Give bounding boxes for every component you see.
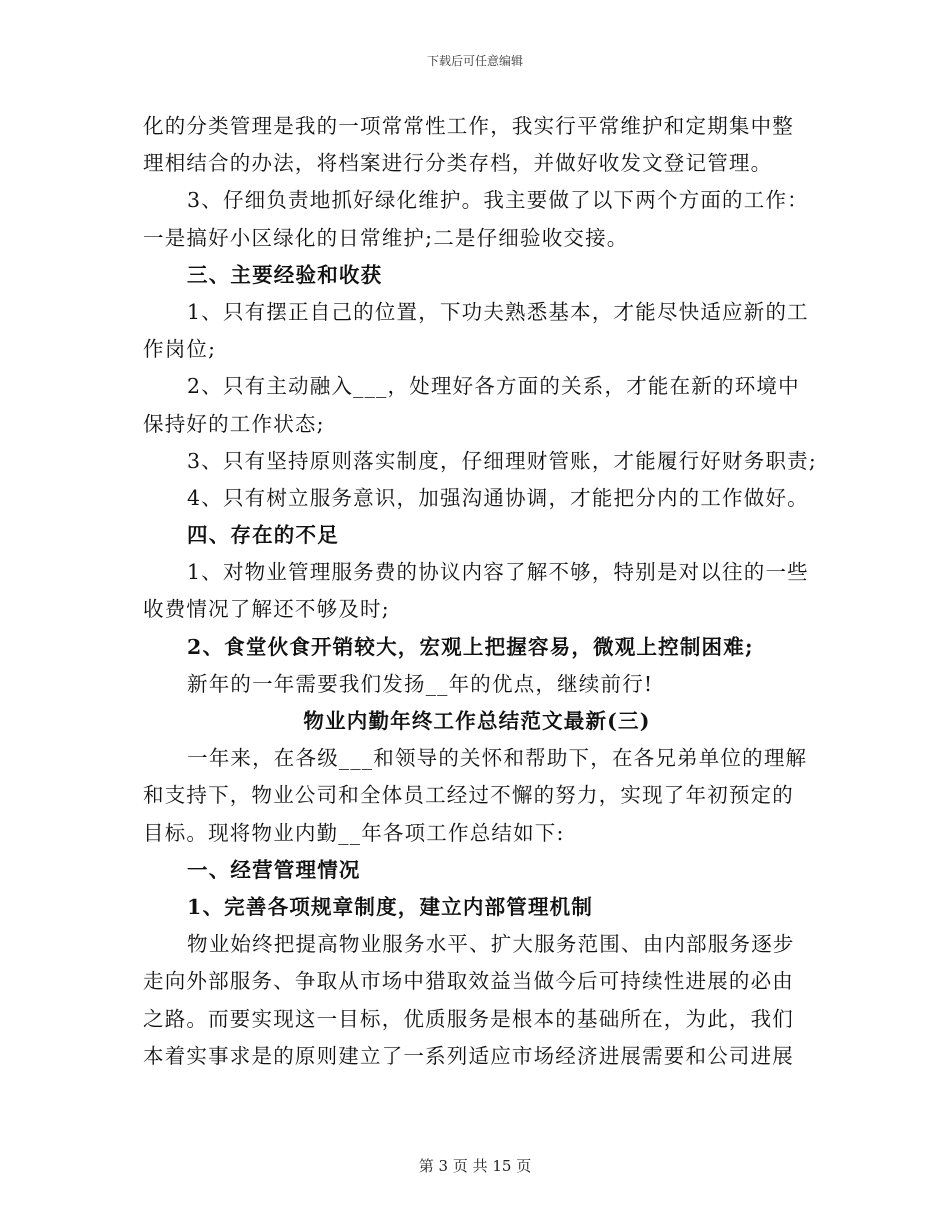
document-body — [143, 108, 817, 1075]
subsection-heading: 1、完善各项规章制度，建立内部管理机制 — [187, 894, 594, 919]
text-line: 之路。而要实现这一目标，优质服务是根本的基础所在，为此，我们 — [143, 1006, 794, 1031]
text-line: 4、只有树立服务意识，加强沟通协调，才能把分内的工作做好。 — [187, 485, 809, 510]
page-header: 下载后可任意编辑 — [426, 54, 523, 68]
text-line: 和支持下，物业公司和全体员工经过不懈的努力，实现了年初预定的 — [143, 783, 794, 808]
text-line: 保持好的工作状态; — [143, 411, 325, 436]
page-number: 第 3 页 共 15 页 — [418, 1157, 532, 1175]
bold-text-line: 2、食堂伙食开销较大，宏观上把握容易，微观上控制困难; — [187, 634, 754, 659]
text-line: 化的分类管理是我的一项常常性工作，我实行平常维护和定期集中整 — [143, 114, 794, 138]
text-line: 理相结合的办法，将档案进行分类存档，并做好收发文登记管理。 — [143, 151, 773, 176]
text-line: 3、只有坚持原则落实制度，仔细理财管账，才能履行好财务职责; — [187, 448, 817, 473]
section-heading: 四、存在的不足 — [187, 523, 339, 548]
document-title: 物业内勤年终工作总结范文最新(三) — [303, 709, 651, 733]
text-line: 3、仔细负责地抓好绿化维护。我主要做了以下两个方面的工作： — [187, 188, 809, 213]
text-line: 1、只有摆正自己的位置，下功夫熟悉基本，才能尽快适应新的工 — [187, 299, 809, 324]
text-line: 目标。现将物业内勤__年各项工作总结如下: — [143, 820, 565, 845]
text-line: 一是搞好小区绿化的日常维护;二是仔细验收交接。 — [143, 225, 629, 250]
text-line: 物业始终把提高物业服务水平、扩大服务范围、由内部服务逐步 — [187, 932, 795, 957]
text-line: 一年来，在各级___和领导的关怀和帮助下，在各兄弟单位的理解 — [187, 746, 808, 771]
text-line: 1、对物业管理服务费的协议内容了解不够，特别是对以往的一些 — [187, 560, 809, 585]
text-line: 走向外部服务、争取从市场中猎取效益当做今后可持续性进展的必由 — [143, 969, 794, 994]
section-heading: 三、主要经验和收获 — [187, 262, 383, 287]
text-line: 收费情况了解还不够及时; — [143, 597, 390, 622]
text-line: 2、只有主动融入___，处理好各方面的关系，才能在新的环境中 — [187, 374, 800, 399]
text-line: 新年的一年需要我们发扬__年的优点，继续前行! — [187, 671, 654, 696]
section-heading: 一、经营管理情况 — [187, 857, 361, 882]
text-line: 作岗位; — [143, 337, 217, 362]
text-line: 本着实事求是的原则建立了一系列适应市场经济进展需要和公司进展 — [143, 1043, 794, 1068]
